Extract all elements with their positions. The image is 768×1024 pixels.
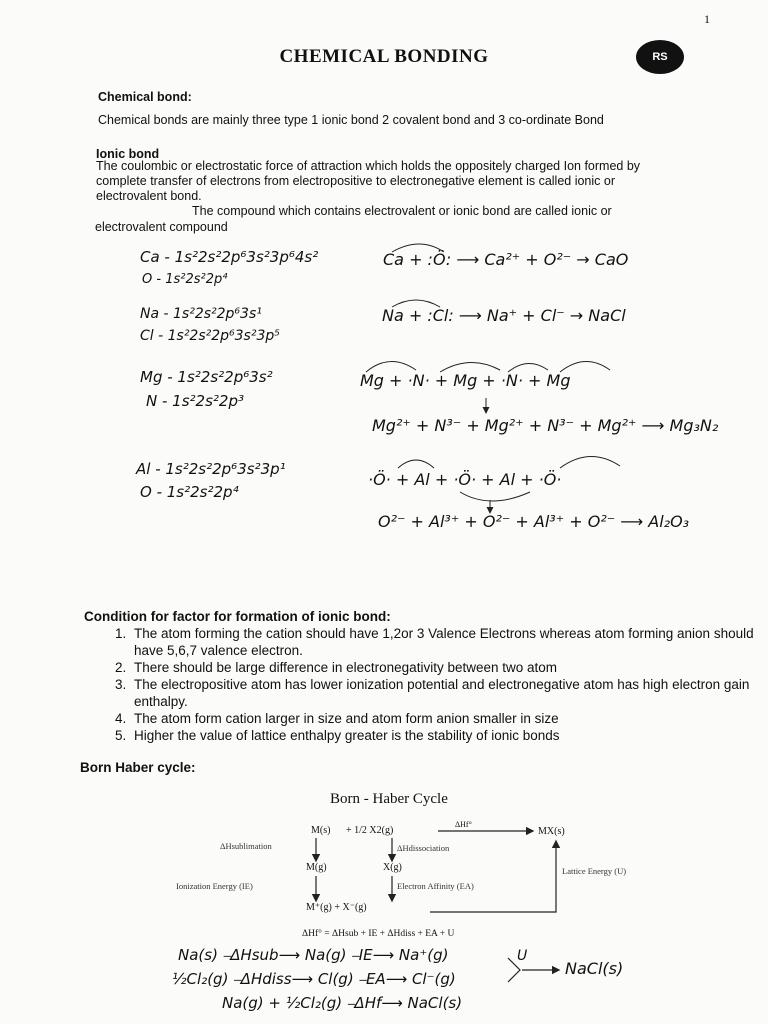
mg3n2-reaction: Mg²⁺ + N³⁻ + Mg²⁺ + N³⁻ + Mg²⁺ ⟶ Mg₃N₂ [372, 416, 719, 435]
ionic-bond-heading: Ionic bond [96, 147, 160, 161]
sublimation-label: ΔHsublimation [220, 841, 272, 851]
cl-configuration: Cl - 1s²2s²2p⁶3s²3p⁵ [140, 328, 280, 344]
nacl-product: NaCl(s) [565, 959, 624, 978]
condition-item: 4. The atom form cation larger in size and atom form anion smaller in size [130, 710, 768, 727]
author-badge: RS [636, 40, 684, 74]
dissociation-label: ΔHdissociation [397, 843, 450, 853]
m-solid: M(s) [311, 825, 331, 836]
ionic-bond-line: The coulombic or electrostatic force of attraction which holds the oppositely charged Ion formed by [96, 159, 641, 173]
nacl-step-2: ½Cl₂(g) ⎯ΔHdiss⟶ Cl(g) ⎯EA⟶ Cl⁻(g) [172, 970, 456, 988]
ca-configuration: Ca - 1s²2s²2p⁶3s²3p⁶4s² [140, 248, 319, 266]
al-configuration: Al - 1s²2s²2p⁶3s²3p¹ [136, 460, 286, 478]
mx-solid: MX(s) [538, 826, 565, 837]
ionic-bond-line: complete transfer of electrons from electropositive to electronegative element is called ionic or [96, 174, 616, 188]
page-title: CHEMICAL BONDING [279, 46, 489, 67]
nacl-formation: Na(g) + ½Cl₂(g) ⎯ΔHf⟶ NaCl(s) [222, 994, 463, 1012]
al-lewis-dots: ·Ö· + Al + ·Ö· + Al + ·Ö· [368, 470, 562, 489]
mg-lewis-dots: Mg + ·N· + Mg + ·N· + Mg [360, 371, 571, 390]
m-gas: M(g) [306, 862, 327, 873]
delta-hf-label: ΔHf° [455, 820, 472, 829]
lattice-u-label: U [517, 948, 528, 964]
born-haber-equation: ΔHf° = ΔHsub + IE + ΔHdiss + EA + U [302, 929, 455, 939]
ionic-bond-line: The compound which contains electrovalent or ionic bond are called ionic or [192, 204, 612, 218]
x-gas: X(g) [383, 862, 402, 873]
electron-affinity-label: Electron Affinity (EA) [397, 881, 474, 891]
al2o3-reaction: O²⁻ + Al³⁺ + O²⁻ + Al³⁺ + O²⁻ ⟶ Al₂O₃ [378, 512, 690, 531]
condition-item: 5. Higher the value of lattice enthalpy greater is the stability of ionic bonds [130, 727, 768, 744]
o-configuration: O - 1s²2s²2p⁴ [142, 272, 228, 287]
condition-item: 2. There should be large difference in electronegativity between two atom [130, 659, 768, 676]
condition-item: 1. The atom forming the cation should have 1,2or 3 Valence Electrons whereas atom forming anion should have 5,6,7 valence electron. [130, 625, 768, 659]
nacl-reaction: Na + :Cl: ⟶ Na⁺ + Cl⁻ → NaCl [382, 306, 626, 325]
mg-configuration: Mg - 1s²2s²2p⁶3s² [140, 368, 273, 386]
ionic-bond-line: electrovalent compound [95, 220, 228, 234]
na-configuration: Na - 1s²2s²2p⁶3s¹ [140, 306, 262, 322]
ionization-energy-label: Ionization Energy (IE) [176, 881, 253, 891]
ions-gas: M⁺(g) + X⁻(g) [306, 902, 367, 913]
conditions-heading: Condition for factor for formation of ionic bond: [84, 609, 391, 624]
nacl-step-1: Na(s) ⎯ΔHsub⟶ Na(g) ⎯IE⟶ Na⁺(g) [178, 946, 449, 964]
chemical-bond-text: Chemical bonds are mainly three type 1 ionic bond 2 covalent bond and 3 co-ordinate Bond [98, 113, 604, 127]
born-haber-heading: Born Haber cycle: [80, 760, 196, 775]
diagram-title: Born - Haber Cycle [330, 791, 448, 807]
condition-item: 3. The electropositive atom has lower ionization potential and electronegative atom has high electron gain enthalpy. [130, 676, 768, 710]
ionic-bond-line: electrovalent bond. [96, 189, 202, 203]
lattice-energy-label: Lattice Energy (U) [562, 866, 627, 876]
half-x2-gas: + 1/2 X2(g) [346, 825, 394, 836]
o-configuration-2: O - 1s²2s²2p⁴ [140, 483, 239, 501]
chemical-bond-heading: Chemical bond: [98, 90, 192, 104]
page-number: 1 [704, 12, 710, 26]
n-configuration: N - 1s²2s²2p³ [146, 392, 244, 410]
cao-reaction: Ca + :Ö: ⟶ Ca²⁺ + O²⁻ → CaO [383, 250, 629, 269]
